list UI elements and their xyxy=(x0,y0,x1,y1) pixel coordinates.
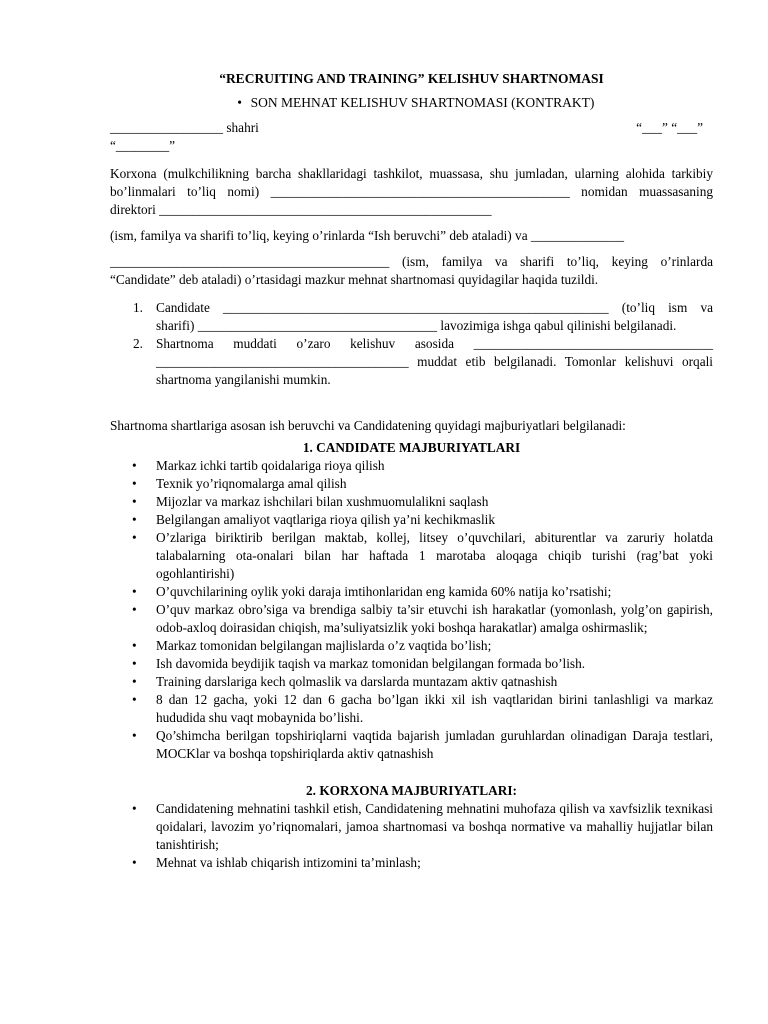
list-item xyxy=(110,475,713,493)
list-item-text: Markaz tomonidan belgilangan majlislarda o’z vaqtida bo’lish; xyxy=(156,638,492,653)
section-2-title: 2. KORXONA MAJBURIYATLARI: xyxy=(306,783,517,798)
list-item xyxy=(110,655,713,673)
list-item xyxy=(110,583,713,601)
numbered-clause xyxy=(110,335,713,389)
bullet-icon: • xyxy=(237,95,242,110)
numbered-clauses xyxy=(110,299,713,389)
date-blank-right: “___” “___” xyxy=(636,120,703,135)
bullet-icon: • xyxy=(132,584,137,599)
spacer xyxy=(110,763,713,778)
subtitle-text: SON MEHNAT KELISHUV SHARTNOMASI (KONTRAKT) xyxy=(250,95,595,110)
paragraph-korxona: Korxona (mulkchilikning barcha shakllaridagi tashkilot, muassasa, shu jumladan, ularning alohida tarkibiy bo’linmalari to’liq nomi) _____________________________________________ nomidan muassasaning direktori __________________________________________________ xyxy=(110,166,713,217)
bullet-icon: • xyxy=(132,656,137,671)
bullet-icon: • xyxy=(132,801,137,816)
document-subtitle xyxy=(110,94,713,112)
clause-text: Shartnoma muddati o’zaro kelishuv asosida ____________________________________ ______________________________________ muddat etib belgilanadi. Tomonlar kelishuvi orqali shartnoma yangilanishi mumkin. xyxy=(156,336,713,387)
list-item-text: Mijozlar va markaz ishchilari bilan xushmuomulalikni saqlash xyxy=(156,494,489,509)
candidate-obligations-list xyxy=(110,457,713,763)
list-item-text: O’quvchilarining oylik yoki daraja imtihonlaridan eng kamida 60% natija ko’rsatishi; xyxy=(156,584,612,599)
list-item xyxy=(110,800,713,854)
list-item xyxy=(110,457,713,475)
bullet-icon: • xyxy=(132,638,137,653)
list-item-text: Qo’shimcha berilgan topshiriqlarni vaqtida bajarish jumladan guruhlardan olinadigan Daraja testlari, MOCKlar va boshqa topshiriqlarda aktiv qatnashish xyxy=(156,728,713,761)
list-item xyxy=(110,673,713,691)
bullet-icon: • xyxy=(132,476,137,491)
obligations-intro: Shartnoma shartlariga asosan ish beruvchi va Candidatening quyidagi majburiyatlari belgilanadi: xyxy=(110,418,626,433)
bullet-icon: • xyxy=(132,530,137,545)
numbered-clause xyxy=(110,299,713,335)
list-item-text: 8 dan 12 gacha, yoki 12 dan 6 gacha bo’lgan ikki xil ish vaqtlaridan birini tanlashligi va markaz hududida shu vaqt mobaynida bo’lishi. xyxy=(156,692,713,725)
bullet-icon: • xyxy=(132,855,137,870)
list-item-text: Mehnat va ishlab chiqarish intizomini ta’minlash; xyxy=(156,855,421,870)
contract-page xyxy=(110,58,713,872)
list-item-text: Markaz ichki tartib qoidalariga rioya qilish xyxy=(156,458,385,473)
list-item-text: Training darslariga kech qolmaslik va darslarda muntazam aktiv qatnashish xyxy=(156,674,558,689)
list-item xyxy=(110,511,713,529)
list-item-text: Ish davomida beydijik taqish va markaz tomonidan belgilangan formada bo’lish. xyxy=(156,656,586,671)
bullet-icon: • xyxy=(132,458,137,473)
document-title: “RECRUITING AND TRAINING” KELISHUV SHARTNOMASI xyxy=(219,71,604,86)
list-item xyxy=(110,727,713,763)
city-date-line xyxy=(110,119,713,137)
clause-text: Candidate __________________________________________________________ (to’liq ism va sharifi) ____________________________________ lavozimiga ishga qabul qilinishi belgilanadi. xyxy=(156,300,713,333)
list-item xyxy=(110,854,713,872)
date-blank-left: “________” xyxy=(110,138,175,153)
section-1-title: 1. CANDIDATE MAJBURIYATLARI xyxy=(302,440,521,455)
company-obligations-list xyxy=(110,800,713,872)
bullet-icon: • xyxy=(132,728,137,743)
paragraph-ish-beruvchi: (ism, familya va sharifi to’liq, keying o’rinlarda “Ish beruvchi” deb ataladi) va ______________ xyxy=(110,228,624,243)
list-item-text: Belgilangan amaliyot vaqtlariga rioya qilish ya’ni kechikmaslik xyxy=(156,512,495,527)
list-item xyxy=(110,529,713,583)
city-blank: _________________ shahri xyxy=(110,120,259,135)
clause-number: 2. xyxy=(133,336,143,351)
list-item-text: O’zlariga biriktirib berilgan maktab, kollej, litsey o’quvchilari, abiturentlar va zaruriy holatda talabalarning ota-onalari bilan har haftada 1 marotaba aloqaga chiqib turishi (rag’bat yoki ogohlantirishi) xyxy=(156,530,713,581)
list-item-text: Candidatening mehnatini tashkil etish, Candidatening mehnatini muhofaza qilish va xavfsizlik texnikasi qoidalari, lavozim yo’riqnomalari, jamoa shartnomasi va boshqa normative va mahalliy hujjatlar bilan tanishtirish; xyxy=(156,801,713,852)
list-item-text: Texnik yo’riqnomalarga amal qilish xyxy=(156,476,347,491)
spacer xyxy=(110,389,713,417)
bullet-icon: • xyxy=(132,512,137,527)
paragraph-candidate: __________________________________________ (ism, familya va sharifi to’liq, keying o’rinlarda “Candidate” deb ataladi) o’rtasidagi mazkur mehnat shartnomasi quyidagilar haqida tuzildi. xyxy=(110,254,713,287)
bullet-icon: • xyxy=(132,674,137,689)
bullet-icon: • xyxy=(132,494,137,509)
list-item xyxy=(110,601,713,637)
clause-number: 1. xyxy=(133,300,143,315)
list-item xyxy=(110,637,713,655)
list-item-text: O’quv markaz obro’siga va brendiga salbiy ta’sir etuvchi ish harakatlar (yomonlash, yolg’on gapirish, odob-axloq doirasidan chiqish, ma’suliyatsizlik yoki boshqa harakatlar) amalga oshirmaslik; xyxy=(156,602,713,635)
list-item xyxy=(110,691,713,727)
bullet-icon: • xyxy=(132,692,137,707)
bullet-icon: • xyxy=(132,602,137,617)
list-item xyxy=(110,493,713,511)
